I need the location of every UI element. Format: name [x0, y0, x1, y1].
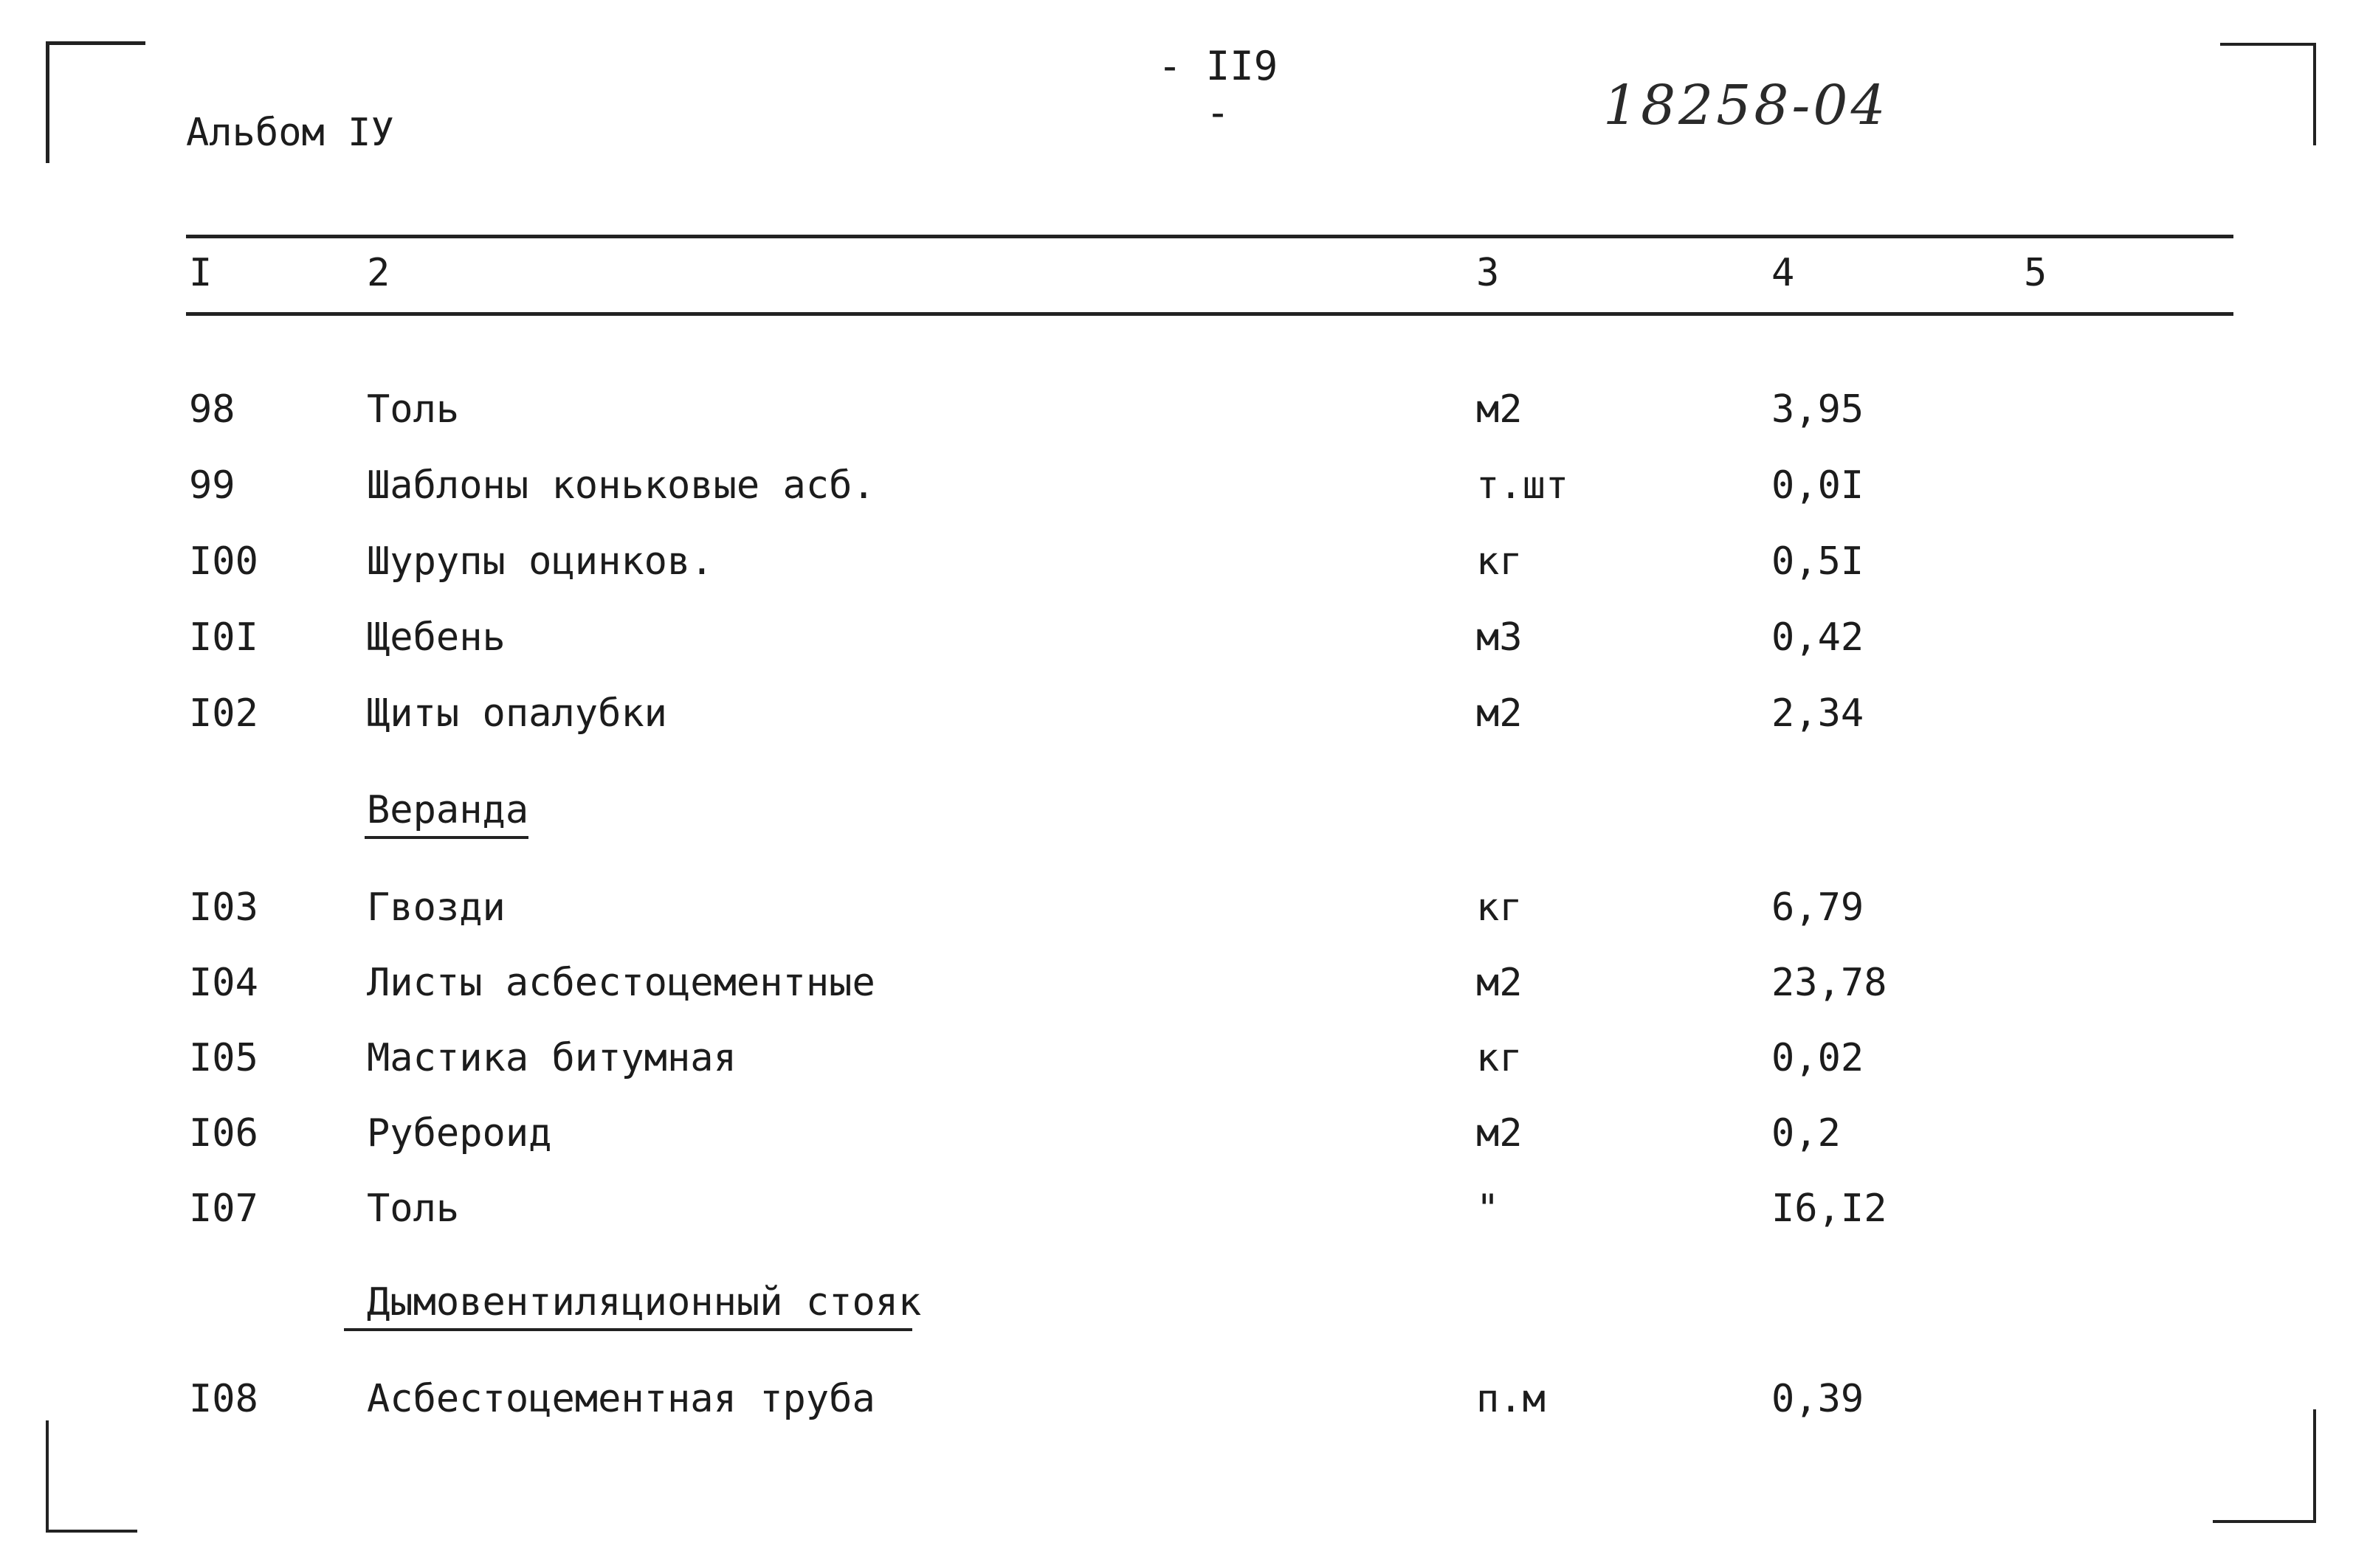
- unit: п.м: [1476, 1377, 1546, 1421]
- quantity: 0,2: [1771, 1111, 1841, 1156]
- row-number: I04: [189, 961, 258, 1005]
- material-name: Рубероид: [367, 1111, 552, 1156]
- material-name: Щебень: [367, 615, 506, 660]
- column-header-2: 2: [367, 251, 390, 295]
- section-heading-smoke-vent-stack: Дымовентиляционный стояк: [367, 1280, 922, 1324]
- column-header-5: 5: [2024, 251, 2047, 295]
- unit: кг: [1476, 1036, 1523, 1080]
- material-name: Щиты опалубки: [367, 691, 667, 736]
- material-name: Мастика битумная: [367, 1036, 737, 1080]
- column-header-3: 3: [1476, 251, 1500, 295]
- quantity: 6,79: [1771, 885, 1864, 930]
- material-name: Листы асбестоцементные: [367, 961, 875, 1005]
- unit: кг: [1476, 885, 1523, 930]
- material-name: Асбестоцементная труба: [367, 1377, 875, 1421]
- section-underline: [344, 1328, 912, 1331]
- quantity: 0,42: [1771, 615, 1864, 660]
- material-name: Толь: [367, 1187, 460, 1231]
- frame-corner-top-right: [2220, 43, 2316, 145]
- material-name: Толь: [367, 387, 460, 432]
- quantity: 0,39: [1771, 1377, 1864, 1421]
- unit: м2: [1476, 387, 1523, 432]
- handwritten-document-code: 18258-04: [1603, 74, 1889, 137]
- row-number: I03: [189, 885, 258, 930]
- row-number: 99: [189, 463, 235, 508]
- material-name: Гвозди: [367, 885, 506, 930]
- row-number: 98: [189, 387, 235, 432]
- quantity: 0,0I: [1771, 463, 1864, 508]
- quantity: 0,5I: [1771, 539, 1864, 584]
- unit: м2: [1476, 1111, 1523, 1156]
- column-header-1: I: [189, 251, 213, 295]
- material-name: Шаблоны коньковые асб.: [367, 463, 875, 508]
- column-header-4: 4: [1771, 251, 1795, 295]
- quantity: 0,02: [1771, 1036, 1864, 1080]
- material-name: Шурупы оцинков.: [367, 539, 714, 584]
- quantity: 23,78: [1771, 961, 1887, 1005]
- page-number: - II9 -: [1157, 43, 1278, 136]
- frame-corner-top-left: [46, 41, 145, 163]
- quantity: 3,95: [1771, 387, 1864, 432]
- row-number: I02: [189, 691, 258, 736]
- section-heading-veranda: Веранда: [367, 788, 529, 832]
- unit: м3: [1476, 615, 1523, 660]
- row-number: I08: [189, 1377, 258, 1421]
- row-number: I07: [189, 1187, 258, 1231]
- unit: кг: [1476, 539, 1523, 584]
- unit: м2: [1476, 691, 1523, 736]
- unit: т.шт: [1476, 463, 1569, 508]
- quantity: 2,34: [1771, 691, 1864, 736]
- frame-corner-bottom-right: [2213, 1409, 2316, 1523]
- table-header-bottom-rule: [186, 312, 2233, 316]
- section-underline: [365, 836, 528, 839]
- row-number: I05: [189, 1036, 258, 1080]
- row-number: I00: [189, 539, 258, 584]
- quantity: I6,I2: [1771, 1187, 1887, 1231]
- table-header-top-rule: [186, 235, 2233, 238]
- unit-ditto-mark: ": [1476, 1187, 1500, 1231]
- album-label: Альбом IУ: [186, 111, 394, 155]
- row-number: I06: [189, 1111, 258, 1156]
- unit: м2: [1476, 961, 1523, 1005]
- row-number: I0I: [189, 615, 258, 660]
- frame-corner-bottom-left: [46, 1420, 137, 1533]
